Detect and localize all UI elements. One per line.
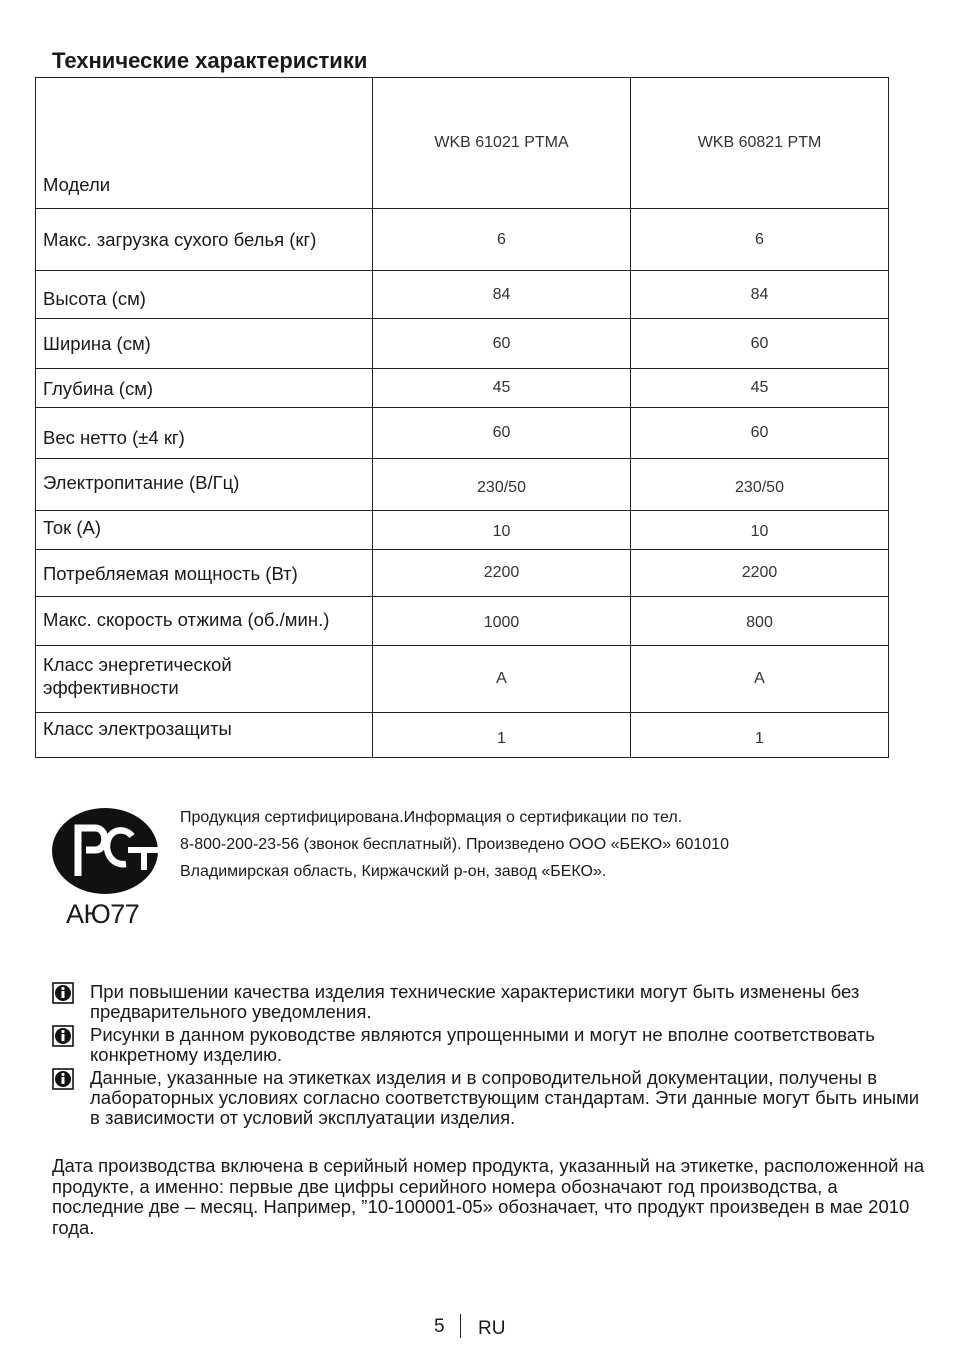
footer-divider: [460, 1314, 461, 1338]
info-note: [52, 1068, 932, 1128]
row-label: Вес нетто (±4 кг): [36, 408, 373, 459]
note-text: Рисунки в данном руководстве являются упрощенными и могут не вполне соответствовать конкретному изделию.: [90, 1024, 875, 1065]
row-value: 230/50: [373, 459, 631, 511]
table-row: [36, 713, 889, 758]
row-value: 60: [631, 319, 889, 369]
row-value: A: [373, 646, 631, 713]
row-label: Потребляемая мощность (Вт): [36, 550, 373, 597]
row-value: 230/50: [631, 459, 889, 511]
models-label: Модели: [36, 78, 373, 209]
row-value: 6: [631, 209, 889, 271]
table-row: [36, 271, 889, 319]
row-label: Высота (см): [36, 271, 373, 319]
row-value: 800: [631, 597, 889, 646]
rst-certification-logo: [50, 806, 162, 896]
info-note: [52, 1025, 932, 1065]
certification-text: [180, 804, 860, 885]
row-value: 1: [631, 713, 889, 758]
row-value: 84: [631, 271, 889, 319]
row-value: 60: [373, 408, 631, 459]
page-footer: [0, 1314, 954, 1340]
specifications-table: [35, 77, 889, 758]
table-row: [36, 550, 889, 597]
page-title: Технические характеристики: [52, 48, 368, 73]
notes-list: [52, 982, 932, 1131]
row-value: A: [631, 646, 889, 713]
row-value: 60: [631, 408, 889, 459]
model-name: WKB 60821 PTM: [631, 78, 889, 209]
row-label: Макс. загрузка сухого белья (кг): [36, 209, 373, 271]
info-icon: [52, 1068, 74, 1090]
row-value: 1: [373, 713, 631, 758]
row-label: Класс электрозащиты: [36, 713, 373, 758]
row-value: 2200: [373, 550, 631, 597]
language-code: RU: [478, 1318, 506, 1339]
table-row: [36, 511, 889, 550]
info-icon: [52, 982, 74, 1004]
row-value: 6: [373, 209, 631, 271]
page-number: 5: [434, 1316, 445, 1337]
row-label: Ширина (см): [36, 319, 373, 369]
certification-line: Владимирская область, Киржачский р-он, завод «БЕКО».: [180, 863, 607, 880]
row-value: 10: [373, 511, 631, 550]
table-row: [36, 408, 889, 459]
info-note: [52, 982, 932, 1022]
table-row: [36, 369, 889, 408]
note-text: Данные, указанные на этикетках изделия и в сопроводительной документации, получены в лабораторных условиях согласно соответствующим стандартам. Эти данные могут быть иными в зависимости от условий эксплуатации изделия.: [90, 1067, 920, 1128]
row-label: Глубина (см): [36, 369, 373, 408]
row-value: 84: [373, 271, 631, 319]
row-value: 60: [373, 319, 631, 369]
certification-line: Продукция сертифицирована.Информация о сертификации по тел.: [180, 809, 683, 826]
row-value: 2200: [631, 550, 889, 597]
row-value: 45: [373, 369, 631, 408]
row-value: 45: [631, 369, 889, 408]
note-text: При повышении качества изделия технические характеристики могут быть изменены без предварительного уведомления.: [90, 981, 860, 1022]
row-value: 10: [631, 511, 889, 550]
row-label: Ток (А): [36, 511, 373, 550]
production-date-paragraph: Дата производства включена в серийный номер продукта, указанный на этикетке, расположенной на продукте, а именно: первые две цифры серийного номера обозначают год производства, а последние две – месяц. Например, ”10-100001-05» обозначает, что продукт произведен в мае 2010 года.: [52, 1155, 925, 1238]
model-name: WKB 61021 PTMA: [373, 78, 631, 209]
table-row: [36, 319, 889, 369]
row-value: 1000: [373, 597, 631, 646]
info-icon: [52, 1025, 74, 1047]
table-row: [36, 209, 889, 271]
row-label: Макс. скорость отжима (об./мин.): [36, 597, 373, 646]
table-row: [36, 646, 889, 713]
table-row: [36, 597, 889, 646]
certification-code: АЮ77: [66, 899, 140, 929]
table-header-row: [36, 78, 889, 209]
row-label: Класс энергетической эффективности: [36, 646, 373, 713]
table-row: [36, 459, 889, 511]
certification-line: 8-800-200-23-56 (звонок бесплатный). Произведено ООО «БЕКО» 601010: [180, 836, 729, 853]
row-label: Электропитание (В/Гц): [36, 459, 373, 511]
